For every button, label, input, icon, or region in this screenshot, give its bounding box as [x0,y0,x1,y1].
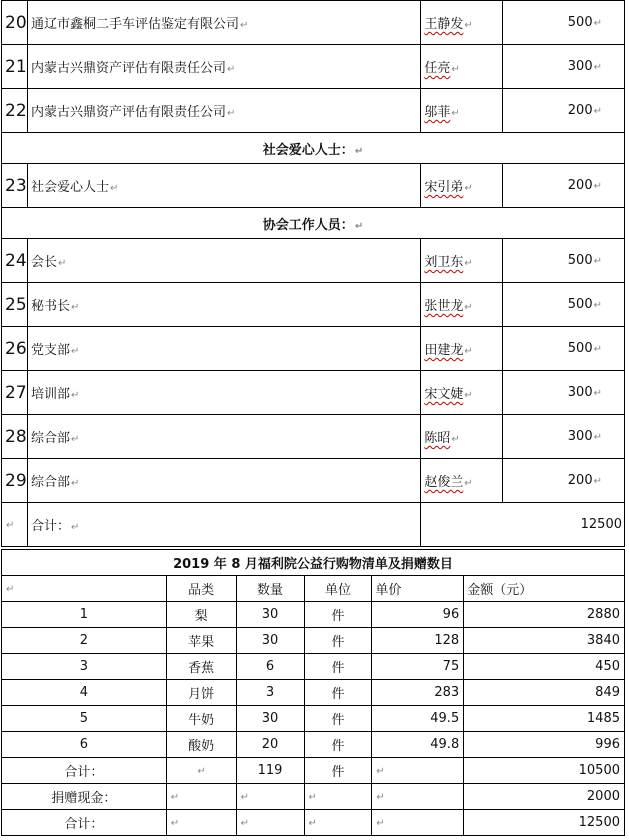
amount-cell [503,415,625,459]
purchase-unit: 件 [304,602,372,628]
purchase-qty: 30 [236,602,304,628]
purchase-item: 牛奶 [166,706,236,732]
header-price: 单价 [372,576,464,602]
purchase-row [2,654,625,680]
person-cell [421,283,503,327]
paragraph-mark: ↵ [227,108,236,119]
purchase-item: 酸奶 [166,732,236,758]
amount-cell [503,283,625,327]
amount-value: 300 [567,429,593,444]
paragraph-mark: ↵ [593,344,602,355]
paragraph-mark: ↵ [464,20,473,31]
purchase-row [2,706,625,732]
total-label-cell [27,503,420,547]
purchase-row-number: 4 [2,680,167,706]
amount-cell [503,45,625,89]
organization-cell [27,239,420,283]
organization-cell [27,283,420,327]
paragraph-mark: ↵ [593,181,602,192]
header-item: 品类 [166,576,236,602]
purchase-row [2,680,625,706]
paragraph-mark: ↵ [71,390,80,401]
donor-row [2,371,625,415]
paragraph-mark: ↵ [593,18,602,29]
subtotal-label: 合计： [2,758,167,784]
row-number: 21 [2,45,28,89]
person-name: 张世龙 [424,299,464,314]
person-cell [421,327,503,371]
paragraph-mark: ↵ [71,478,80,489]
organization-name: 社会爱心人士 [30,180,109,195]
amount-cell [503,164,625,208]
row-number: 22 [2,89,28,133]
purchase-qty: 30 [236,706,304,732]
amount-value: 300 [567,385,593,400]
donor-row [2,1,625,45]
purchase-price: 49.5 [372,706,464,732]
paragraph-mark: ↵ [71,346,80,357]
person-cell [421,45,503,89]
person-name: 赵俊兰 [424,475,464,490]
paragraph-mark: ↵ [464,258,473,269]
paragraph-mark: ↵ [240,20,249,31]
section-staff-text: 协会工作人员： [262,217,354,233]
paragraph-mark: ↵ [6,520,15,531]
purchase-price: 96 [372,602,464,628]
person-name: 宋引弟 [424,180,464,195]
subtotal-qty: 119 [236,758,304,784]
donor-row [2,415,625,459]
amount-value: 200 [567,473,593,488]
purchase-row [2,602,625,628]
purchase-price: 128 [372,628,464,654]
purchase-unit: 件 [304,732,372,758]
subtotal-empty: ↵ [166,758,236,784]
person-name: 刘卫东 [424,255,464,270]
row-number: 20 [2,1,28,45]
amount-cell [503,1,625,45]
header-unit: 单位 [304,576,372,602]
paragraph-mark: ↵ [354,220,364,232]
person-cell [421,239,503,283]
amount-cell [503,327,625,371]
grand-label: 合计： [2,810,167,836]
donor-row [2,89,625,133]
purchase-amount: 3840 [464,628,625,654]
purchase-item: 月饼 [166,680,236,706]
total-amount: 12500 [421,503,625,547]
person-name: 宋文婕 [424,387,464,402]
purchase-amount: 2880 [464,602,625,628]
purchase-grand-row [2,810,625,836]
organization-name: 秘书长 [30,299,70,314]
amount-value: 500 [567,15,593,30]
purchase-unit: 件 [304,654,372,680]
donor-row [2,327,625,371]
amount-value: 500 [567,297,593,312]
organization-name: 通辽市鑫桐二手车评估鉴定有限公司 [30,17,239,32]
purchase-row-number: 5 [2,706,167,732]
donor-row [2,239,625,283]
purchase-qty: 3 [236,680,304,706]
cash-empty-1: ↵ [166,784,236,810]
row-number: 29 [2,459,28,503]
donation-total-row [2,503,625,547]
person-name: 陈昭 [424,431,451,446]
organization-cell [27,327,420,371]
donation-table [1,0,625,547]
purchase-amount: 849 [464,680,625,706]
purchase-header-row [2,576,625,602]
paragraph-mark: ↵ [110,183,119,194]
purchase-amount: 1485 [464,706,625,732]
purchase-price: 49.8 [372,732,464,758]
organization-cell [27,1,420,45]
organization-name: 综合部 [30,431,70,446]
donor-row [2,164,625,208]
paragraph-mark: ↵ [227,64,236,75]
paragraph-mark: ↵ [451,64,460,75]
amount-cell [503,371,625,415]
amount-cell [503,89,625,133]
purchase-row-number: 3 [2,654,167,680]
person-name: 邬菲 [424,105,451,120]
organization-name: 党支部 [30,343,70,358]
paragraph-mark: ↵ [354,145,364,157]
paragraph-mark: ↵ [464,478,473,489]
amount-value: 500 [567,253,593,268]
section-social-text: 社会爱心人士： [262,142,354,158]
person-name: 任亮 [424,61,451,76]
purchase-qty: 6 [236,654,304,680]
subtotal-price-empty: ↵ [372,758,464,784]
grand-empty-2: ↵ [236,810,304,836]
organization-cell [27,459,420,503]
amount-value: 500 [567,341,593,356]
organization-name: 内蒙古兴鼎资产评估有限责任公司 [30,61,226,76]
organization-name: 会长 [30,255,57,270]
subtotal-unit: 件 [304,758,372,784]
section-staff [2,208,625,239]
purchase-subtotal-row [2,758,625,784]
purchase-title: 2019 年 8 月福利院公益行购物清单及捐赠数目 [2,550,625,576]
purchase-unit: 件 [304,628,372,654]
person-name: 王静发 [424,17,464,32]
organization-name: 综合部 [30,475,70,490]
total-empty [2,503,28,547]
cash-amount: 2000 [464,784,625,810]
section-social-heading [2,133,625,164]
paragraph-mark: ↵ [593,432,602,443]
organization-cell [27,415,420,459]
paragraph-mark: ↵ [593,256,602,267]
paragraph-mark: ↵ [464,390,473,401]
purchase-qty: 30 [236,628,304,654]
row-number: 25 [2,283,28,327]
paragraph-mark: ↵ [593,388,602,399]
organization-cell [27,89,420,133]
purchase-item: 香蕉 [166,654,236,680]
person-cell [421,1,503,45]
purchase-amount: 450 [464,654,625,680]
grand-empty-1: ↵ [166,810,236,836]
amount-value: 300 [567,59,593,74]
person-cell [421,415,503,459]
purchase-amount: 996 [464,732,625,758]
section-staff-heading [2,208,625,239]
person-cell [421,371,503,415]
row-number: 26 [2,327,28,371]
purchase-row [2,628,625,654]
cash-empty-3: ↵ [304,784,372,810]
purchase-item: 梨 [166,602,236,628]
cash-empty-4: ↵ [372,784,464,810]
person-name: 田建龙 [424,343,464,358]
organization-name: 培训部 [30,387,70,402]
subtotal-amount: 10500 [464,758,625,784]
purchase-table [1,549,625,836]
purchase-unit: 件 [304,680,372,706]
donor-row [2,45,625,89]
purchase-row-number: 2 [2,628,167,654]
row-number: 24 [2,239,28,283]
donor-row [2,283,625,327]
paragraph-mark: ↵ [464,302,473,313]
person-cell [421,89,503,133]
purchase-price: 283 [372,680,464,706]
purchase-unit: 件 [304,706,372,732]
paragraph-mark: ↵ [593,106,602,117]
purchase-item: 苹果 [166,628,236,654]
amount-value: 200 [567,103,593,118]
purchase-row-number: 1 [2,602,167,628]
cash-label: 捐赠现金： [2,784,167,810]
organization-cell [27,164,420,208]
purchase-cash-row [2,784,625,810]
row-number: 23 [2,164,28,208]
paragraph-mark: ↵ [593,62,602,73]
paragraph-mark: ↵ [451,108,460,119]
paragraph-mark: ↵ [593,476,602,487]
purchase-qty: 20 [236,732,304,758]
organization-cell [27,371,420,415]
paragraph-mark: ↵ [58,258,67,269]
paragraph-mark: ↵ [593,300,602,311]
purchase-price: 75 [372,654,464,680]
amount-value: 200 [567,178,593,193]
organization-cell [27,45,420,89]
paragraph-mark: ↵ [464,346,473,357]
row-number: 27 [2,371,28,415]
grand-empty-4: ↵ [372,810,464,836]
purchase-row-number: 6 [2,732,167,758]
amount-cell [503,239,625,283]
person-cell [421,459,503,503]
purchase-row [2,732,625,758]
section-social [2,133,625,164]
grand-amount: 12500 [464,810,625,836]
organization-name: 内蒙古兴鼎资产评估有限责任公司 [30,105,226,120]
person-cell [421,164,503,208]
paragraph-mark: ↵ [71,522,80,533]
row-number: 28 [2,415,28,459]
amount-cell [503,459,625,503]
total-label: 合计： [30,519,70,534]
header-amount: 金额（元） [464,576,625,602]
header-empty: ↵ [2,576,167,602]
cash-empty-2: ↵ [236,784,304,810]
donor-row [2,459,625,503]
paragraph-mark: ↵ [71,302,80,313]
paragraph-mark: ↵ [451,434,460,445]
paragraph-mark: ↵ [71,434,80,445]
grand-empty-3: ↵ [304,810,372,836]
header-qty: 数量 [236,576,304,602]
paragraph-mark: ↵ [464,183,473,194]
